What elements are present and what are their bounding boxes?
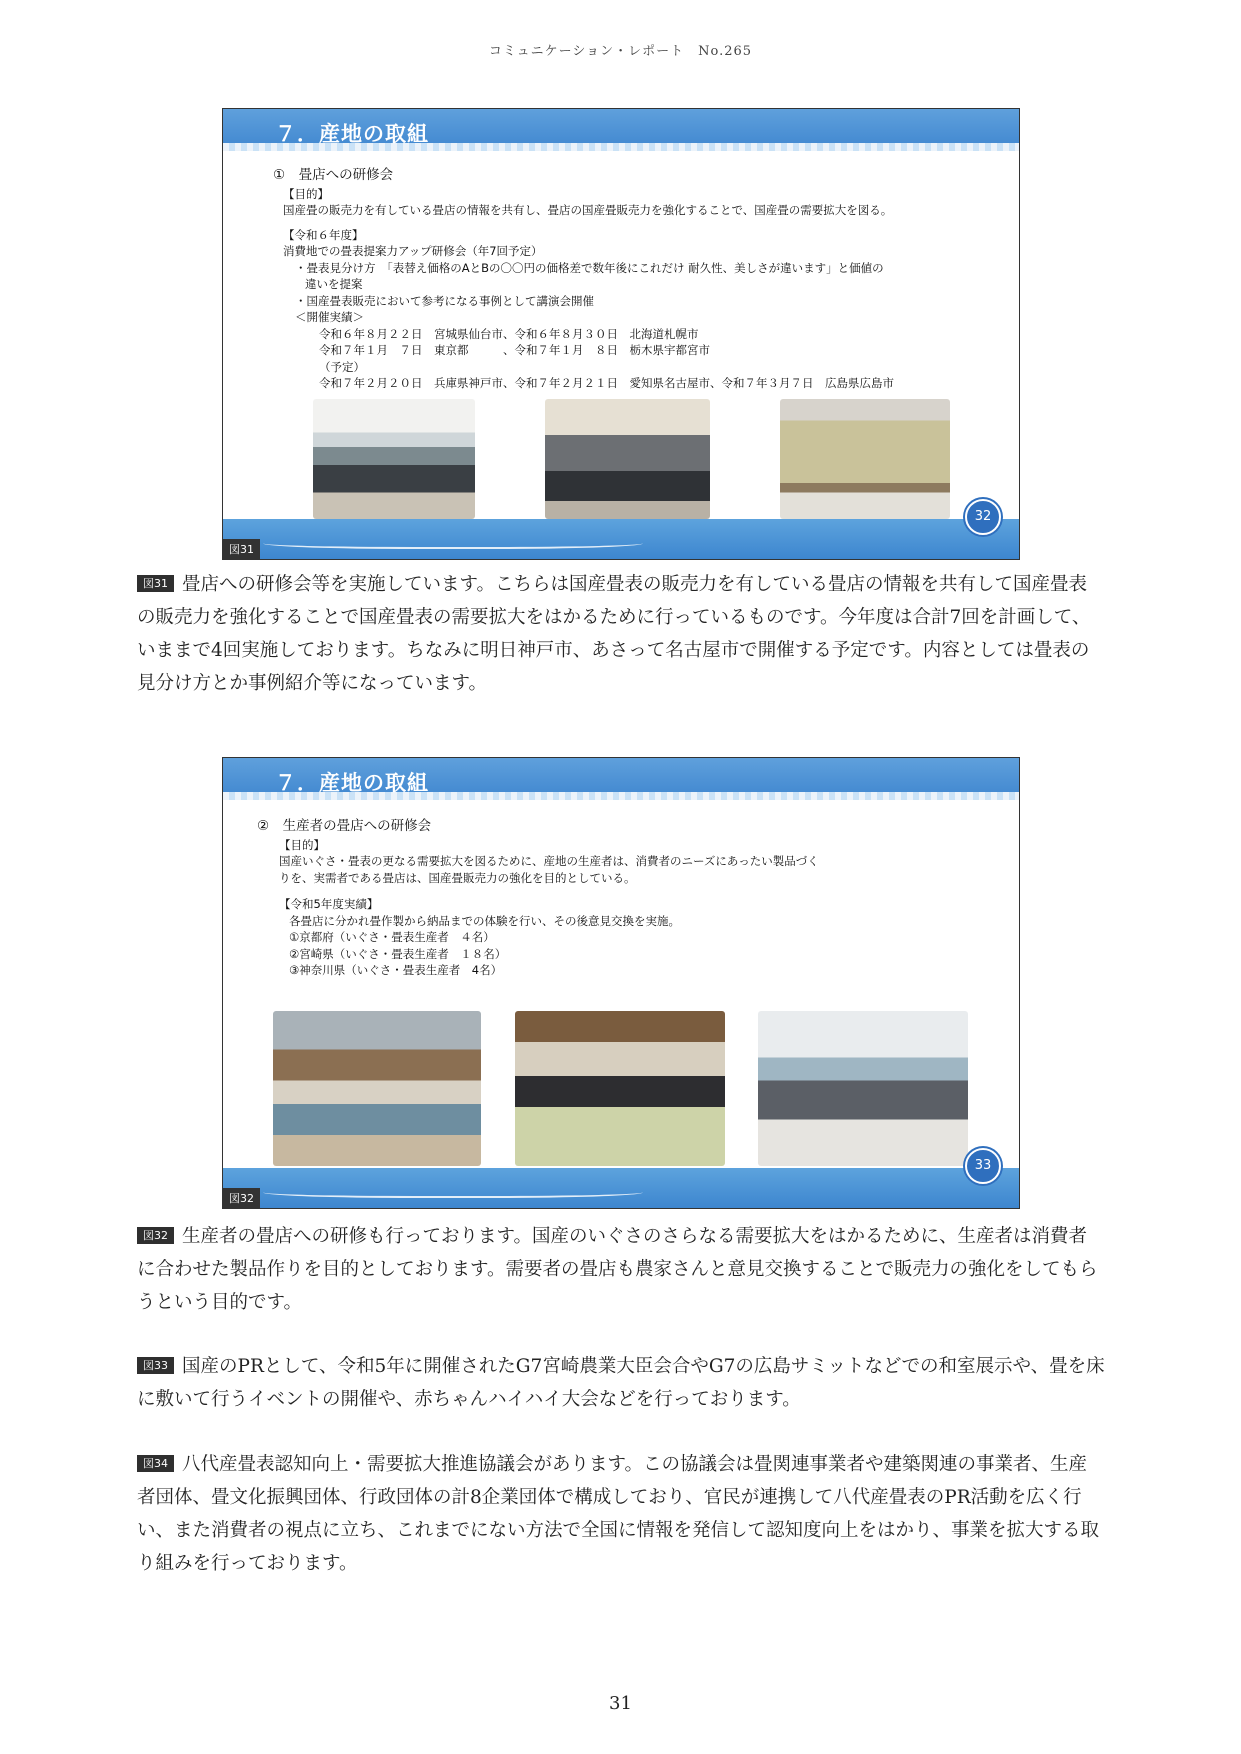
slide-line: ・畳表見分け方 「表替え価格のAとBの〇〇円の価格差で数年後にこれだけ 耐久性、美しさが違います」と価値の [295, 260, 884, 275]
slide-line: ③神奈川県（いぐさ・畳表生産者 4名） [289, 963, 503, 977]
slide-line: ②宮崎県（いぐさ・畳表生産者 １８名） [289, 946, 507, 961]
slide-figure-32 [222, 757, 1020, 1209]
slide-line: 【令和６年度】 [283, 227, 364, 242]
slide-line: 各畳店に分かれ畳作製から納品までの体験を行い、その後意見交換を実施。 [289, 913, 680, 928]
slide-line: 令和７年１月 ７日 東京都 、令和７年１月 ８日 栃木県宇都宮市 [319, 343, 710, 357]
photo-row [223, 1011, 1019, 1171]
slide-line: 国産畳の販売力を有している畳店の情報を共有し、畳店の国産畳販売力を強化することで、国産畳の需要拡大を図る。 [283, 203, 893, 217]
slide-line: 国産いぐさ・畳表の更なる需要拡大を図るために、産地の生産者は、消費者のニーズにあったい製品づく [279, 854, 819, 868]
figure-label: 図31 [137, 575, 174, 592]
slide-line: ＜開催実績＞ [295, 310, 364, 324]
slide-line: （予定） [319, 359, 365, 374]
slide-page-badge: 32 [965, 499, 1001, 535]
slide-footer [223, 519, 1019, 559]
workshop-photo [273, 1011, 481, 1166]
paragraph-text: 国産のPRとして、令和5年に開催されたG7宮崎農業大臣会合やG7の広島サミットなどでの和室展示や、畳を床に敷いて行うイベントの開催や、赤ちゃんハイハイ大会などを行っております。 [137, 1356, 1105, 1410]
figure-tag: 図32 [223, 1188, 260, 1208]
tatami-sample-photo [780, 399, 950, 519]
paragraph-fig34 [137, 1448, 1105, 1580]
slide-footer [223, 1168, 1019, 1208]
slide-title: ７．産地の取組 [275, 770, 429, 795]
paragraph-fig32 [137, 1220, 1105, 1319]
seminar-room-photo [313, 399, 475, 519]
figure-tag: 図31 [223, 539, 260, 559]
slide-body [257, 818, 999, 979]
figure-label: 図32 [137, 1227, 174, 1244]
paragraph-fig33 [137, 1350, 1105, 1416]
figure-label: 図34 [137, 1455, 174, 1472]
paragraph-text: 生産者の畳店への研修も行っております。国産のいぐさのさらなる需要拡大をはかるために、生産者は消費者に合わせた製品作りを目的としております。需要者の畳店も農家さんと意見交換することで販売力の強化をしてもらうという目的です。 [137, 1226, 1098, 1313]
group-inspection-photo [545, 399, 710, 519]
slide-line: 【令和5年度実績】 [279, 897, 379, 911]
slide-line: 【目的】 [279, 837, 325, 852]
slide-heading: ② 生産者の畳店への研修会 [257, 818, 432, 834]
paragraph-fig31 [137, 568, 1105, 700]
slide-line: 消費地での畳表提案力アップ研修会（年7回予定） [283, 244, 543, 258]
slide-line: 令和６年８月２２日 宮城県仙台市、令和６年８月３０日 北海道札幌市 [319, 326, 699, 341]
paragraph-text: 八代産畳表認知向上・需要拡大推進協議会があります。この協議会は畳関連事業者や建築関連の事業者、生産者団体、畳文化振興団体、行政団体の計8企業団体で構成しており、官民が連携して八代産畳表のPR活動を広く行い、また消費者の視点に立ち、これまでにない方法で全国に情報を発信して認知度向上をはかり、事業を拡大する取り組みを行っております。 [137, 1454, 1100, 1574]
running-header: コミュニケーション・レポート No.265 [488, 44, 753, 59]
slide-line: 違いを提案 [305, 277, 363, 291]
slide-line: ①京都府（いぐさ・畳表生産者 ４名） [289, 930, 495, 944]
photo-row [223, 399, 1019, 524]
slide-line: ・国産畳表販売において参考になる事例として講演会開催 [295, 293, 594, 308]
slide-heading: ① 畳店への研修会 [273, 167, 394, 183]
tatami-hall-group-photo [515, 1011, 725, 1166]
slide-page-badge: 33 [965, 1148, 1001, 1184]
exchange-meeting-photo [758, 1011, 968, 1166]
paragraph-text: 畳店への研修会等を実施しています。こちらは国産畳表の販売力を有している畳店の情報を共有して国産畳表の販売力を強化することで国産畳表の需要拡大をはかるために行っているものです。今年度は合計7回を計画して、いままで4回実施しております。ちなみに明日神戸市、あさって名古屋市で開催する予定です。内容としては畳表の見分け方とか事例紹介等になっています。 [137, 574, 1091, 694]
page-number: 31 [609, 1693, 632, 1714]
slide-title: ７．産地の取組 [275, 121, 429, 146]
slide-line: りを、実需者である畳店は、国産畳販売力の強化を目的としている。 [279, 870, 636, 885]
slide-figure-31 [222, 108, 1020, 560]
slide-body [273, 167, 999, 392]
figure-label: 図33 [137, 1357, 174, 1374]
slide-line: 【目的】 [283, 186, 329, 201]
slide-line: 令和７年２月２０日 兵庫県神戸市、令和７年２月２１日 愛知県名古屋市、令和７年３月７日 広島県広島市 [319, 376, 894, 390]
